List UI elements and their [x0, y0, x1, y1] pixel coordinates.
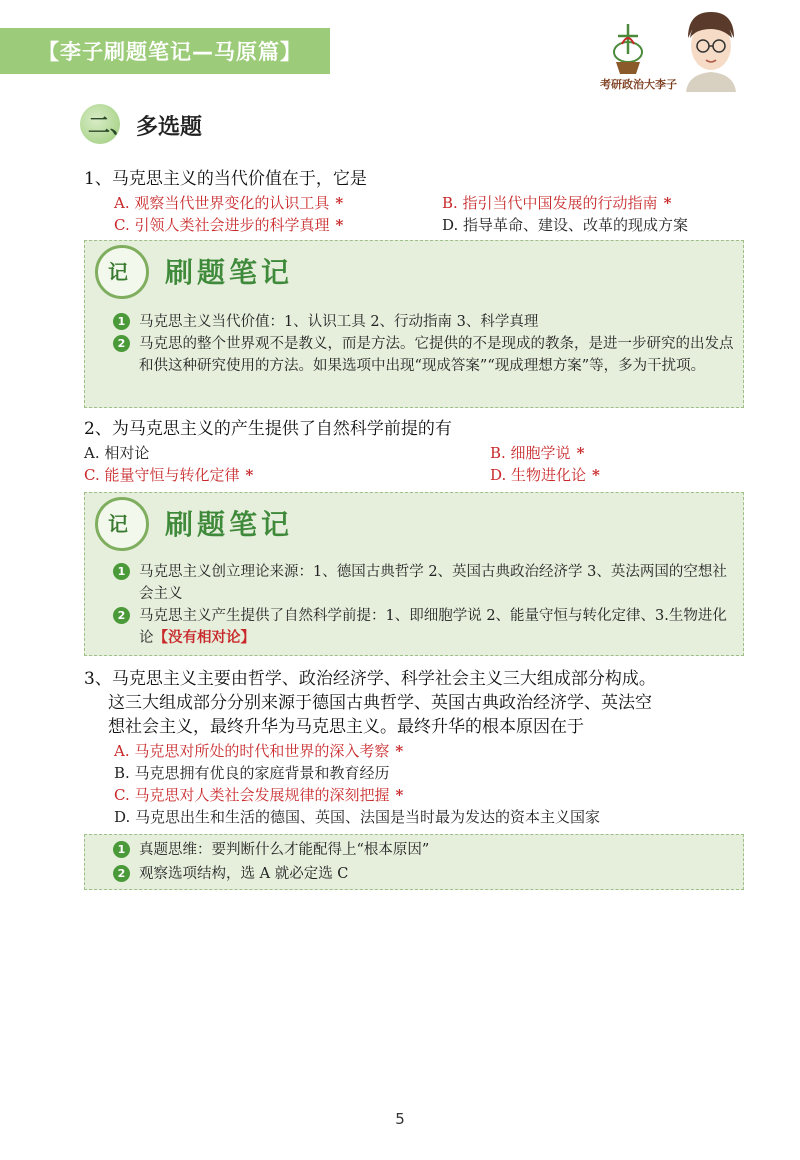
q3-option-c: C. 马克思对人类社会发展规律的深刻把握 *: [114, 786, 404, 804]
q3-option-d: D. 马克思出生和生活的德国、英国、法国是当时最为发达的资本主义国家: [114, 808, 601, 826]
note-header: [95, 245, 395, 295]
question-3-stem-line-1: 3、马克思主义主要由哲学、政治经济学、科学社会主义三大组成部分构成。: [84, 669, 656, 689]
question-2-stem: 2、为马克思主义的产生提供了自然科学前提的有: [84, 419, 452, 439]
q2-option-c: C. 能量守恒与转化定律 *: [84, 466, 254, 484]
logo-text: 考研政治大李子: [600, 78, 677, 91]
note-title: 刷题笔记: [165, 508, 294, 541]
note-title: 刷题笔记: [165, 256, 294, 289]
question-3-stem-line-3: 想社会主义，最终升华为马克思主义。最终升华的根本原因在于: [108, 717, 584, 737]
note-icon: 记: [95, 497, 149, 551]
q3-option-b: B. 马克思拥有优良的家庭背景和教育经历: [114, 764, 390, 782]
section-number: 二、: [88, 113, 133, 139]
q1-option-c: C. 引领人类社会进步的科学真理 *: [114, 216, 344, 234]
note-box-3: 1 真题思维：要判断什么才能配得上“根本原因” 2 观察选项结构，选 A 就必定选 C: [84, 834, 744, 890]
bullet-1-icon: 1: [113, 313, 130, 330]
question-1-stem: 1、马克思主义的当代价值在于，它是: [84, 169, 367, 189]
q1-option-b: B. 指引当代中国发展的行动指南 *: [442, 194, 672, 212]
note-box-2: 记 刷题笔记 1 马克思主义创立理论来源：1、德国古典哲学 2、英国古典政治经济学 3、英法两国的空想社会主义 2 马克思主义产生提供了自然科学前提：1、即细胞学说 2、能量守恒与转化定律、3.生物进化论【没有相对论】: [84, 492, 744, 656]
note-box-1: 记 刷题笔记 1 马克思主义当代价值：1、认识工具 2、行动指南 3、科学真理 2 马克思的整个世界观不是教义，而是方法。它提供的不是现成的教条，是进一步研究的出发点和供这种研究使用的方法。如果选项中出现“现成答案”“现成理想方案”等，多为干扰项。: [84, 240, 744, 408]
question-3-stem-line-2: 这三大组成部分分别来源于德国古典哲学、英国古典政治经济学、英法空: [108, 693, 652, 713]
q1-option-d: D. 指导革命、建设、改革的现成方案: [442, 216, 689, 234]
bullet-2-icon: 2: [113, 865, 130, 882]
q3-option-a: A. 马克思对所处的时代和世界的深入考察 *: [114, 742, 404, 760]
section-title-text: 多选题: [136, 114, 203, 140]
page-number: 5: [395, 1110, 405, 1128]
bullet-1-icon: 1: [113, 841, 130, 858]
section-badge: [80, 104, 133, 144]
bullet-2-icon: 2: [113, 335, 130, 352]
bullet-2-icon: 2: [113, 607, 130, 624]
header-banner: [0, 28, 330, 74]
header-title: 【李子刷题笔记—马原篇】: [38, 40, 302, 64]
q1-option-a: A. 观察当代世界变化的认识工具 *: [114, 194, 344, 212]
note-icon: 记: [95, 245, 149, 299]
note-header: [95, 497, 395, 547]
q2-option-d: D. 生物进化论 *: [490, 466, 600, 484]
not-relativity-tag: 【没有相对论】: [153, 629, 255, 646]
q2-option-b: B. 细胞学说 *: [490, 444, 585, 462]
bullet-1-icon: 1: [113, 563, 130, 580]
avatar: [680, 8, 742, 92]
q2-option-a: A. 相对论: [84, 444, 150, 462]
